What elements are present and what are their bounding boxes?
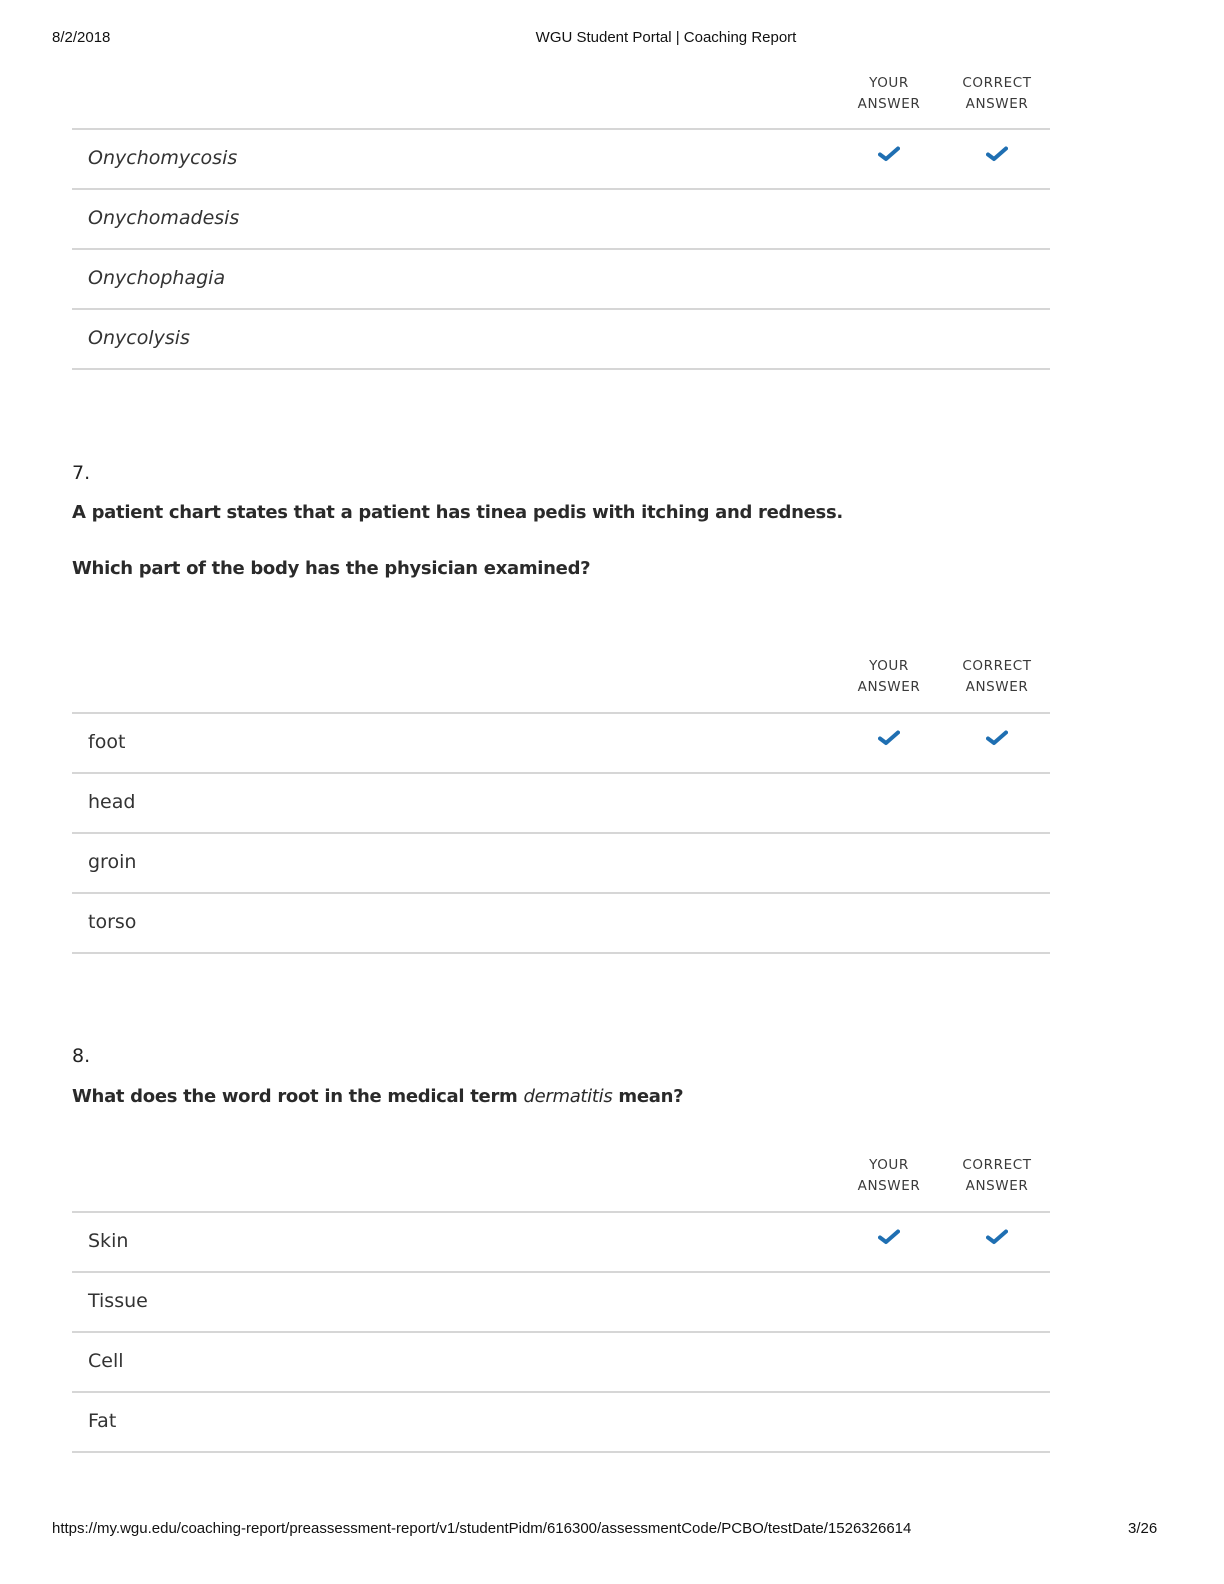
correct-answer-header-line1: CORRECT xyxy=(962,658,1032,674)
correct-answer-header xyxy=(952,73,1042,115)
answer-row xyxy=(72,310,1050,370)
question-text: Which part of the body has the physician examined? xyxy=(72,558,591,579)
print-title: WGU Student Portal | Coaching Report xyxy=(535,29,797,46)
print-header xyxy=(0,29,1224,49)
answer-table xyxy=(72,1211,1050,1453)
answer-table xyxy=(72,712,1050,954)
answer-option-label: Skin xyxy=(88,1230,129,1252)
your-answer-header xyxy=(844,1155,934,1197)
answer-row xyxy=(72,714,1050,774)
answer-row xyxy=(72,190,1050,250)
your-answer-header-line1: YOUR xyxy=(869,1157,909,1173)
answer-row xyxy=(72,1333,1050,1393)
check-icon xyxy=(878,730,900,746)
answer-row xyxy=(72,250,1050,310)
your-answer-header-line2: ANSWER xyxy=(857,679,921,695)
answer-option-label: Onychomycosis xyxy=(88,147,238,169)
correct-answer-header-line2: ANSWER xyxy=(965,679,1029,695)
check-icon xyxy=(878,146,900,162)
your-answer-header xyxy=(844,73,934,115)
correct-answer-header-line2: ANSWER xyxy=(965,96,1029,112)
answer-row xyxy=(72,130,1050,190)
question-number: 8. xyxy=(72,1045,91,1067)
page-url: https://my.wgu.edu/coaching-report/preassessment-report/v1/studentPidm/616300/assessmentCode/PCBO/testDate/1526326614 xyxy=(52,1520,912,1537)
answer-row xyxy=(72,774,1050,834)
check-icon xyxy=(986,1229,1008,1245)
correct-answer-header-line1: CORRECT xyxy=(962,75,1032,91)
answer-option-label: torso xyxy=(88,911,137,933)
your-answer-header-line1: YOUR xyxy=(869,75,909,91)
answer-row xyxy=(72,1393,1050,1453)
correct-answer-header-line2: ANSWER xyxy=(965,1178,1029,1194)
answer-row xyxy=(72,1273,1050,1333)
your-answer-header-line2: ANSWER xyxy=(857,1178,921,1194)
question-text xyxy=(72,1086,1050,1107)
correct-answer-header-line1: CORRECT xyxy=(962,1157,1032,1173)
your-answer-header-line2: ANSWER xyxy=(857,96,921,112)
question-number: 7. xyxy=(72,462,91,484)
page-number: 3/26 xyxy=(1128,1520,1158,1537)
answer-option-label: Onychomadesis xyxy=(88,207,240,229)
question-text-prefix: What does the word root in the medical term xyxy=(72,1086,524,1107)
answer-option-label: Tissue xyxy=(88,1290,148,1312)
check-icon xyxy=(986,730,1008,746)
answer-row xyxy=(72,834,1050,894)
answer-option-label: head xyxy=(88,791,136,813)
your-answer-header xyxy=(844,656,934,698)
answer-table xyxy=(72,128,1050,370)
print-date: 8/2/2018 xyxy=(52,29,111,46)
check-icon xyxy=(878,1229,900,1245)
medical-term: dermatitis xyxy=(523,1086,613,1107)
answer-row xyxy=(72,1213,1050,1273)
correct-answer-header xyxy=(952,656,1042,698)
answer-option-label: Onychophagia xyxy=(88,267,226,289)
answer-option-label: foot xyxy=(88,731,126,753)
question-text-suffix: mean? xyxy=(612,1086,684,1107)
print-footer xyxy=(0,1520,1224,1540)
answer-option-label: Cell xyxy=(88,1350,124,1372)
answer-option-label: Onycolysis xyxy=(88,327,190,349)
answer-option-label: groin xyxy=(88,851,137,873)
your-answer-header-line1: YOUR xyxy=(869,658,909,674)
answer-row xyxy=(72,894,1050,954)
correct-answer-header xyxy=(952,1155,1042,1197)
check-icon xyxy=(986,146,1008,162)
question-text: A patient chart states that a patient has tinea pedis with itching and redness. xyxy=(72,502,843,523)
answer-option-label: Fat xyxy=(88,1410,117,1432)
